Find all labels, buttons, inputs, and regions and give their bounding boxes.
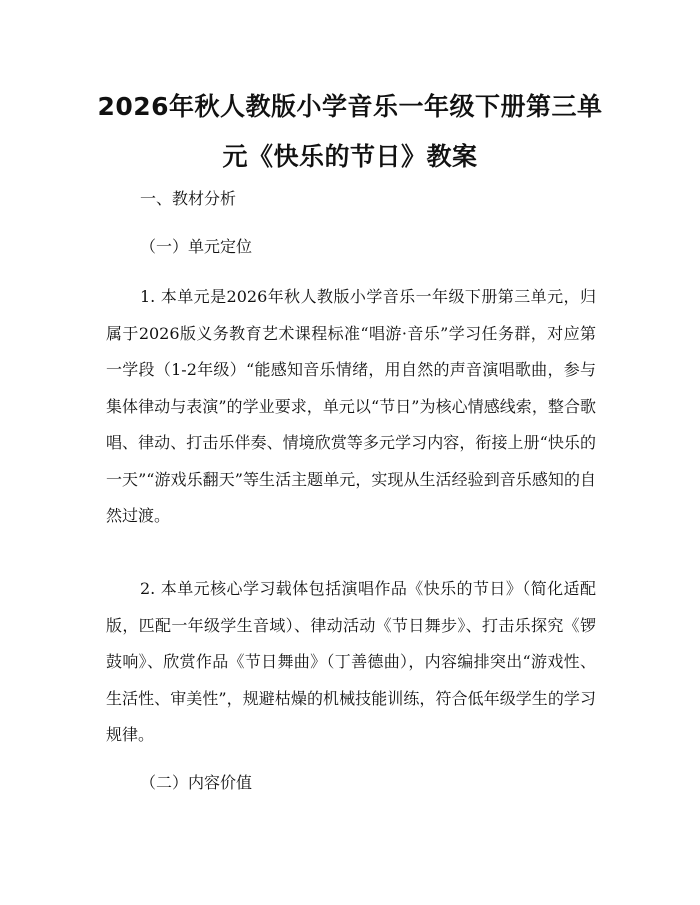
subsection-heading-unit-positioning: （一）单元定位 bbox=[140, 237, 253, 256]
paragraph-unit-positioning-2: 2. 本单元核心学习载体包括演唱作品《快乐的节日》（简化适配版，匹配一年级学生音域）、律动活动《节日舞步》、打击乐探究《锣鼓响》、欣赏作品《节日舞曲》（丁善德曲），内容编排突出“游戏性、生活性、审美性”，规避枯燥的机械技能训练，符合低年级学生的学习规律。 bbox=[106, 579, 596, 744]
subsection-heading-content-value: （二）内容价值 bbox=[140, 773, 253, 792]
paragraph-unit-positioning-1: 1. 本单元是2026年秋人教版小学音乐一年级下册第三单元，归属于2026版义务教育艺术课程标准“唱游·音乐”学习任务群，对应第一学段（1-2年级）“能感知音乐情绪，用自然的声音演唱歌曲，参与集体律动与表演”的学业要求，单元以“节日”为核心情感线索，整合歌唱、律动、打击乐伴奏、情境欣赏等多元学习内容，衔接上册“快乐的一天”“游戏乐翻天”等生活主题单元，实现从生活经验到音乐感知的自然过渡。 bbox=[106, 287, 596, 525]
section-heading-teaching-material-analysis: 一、教材分析 bbox=[140, 189, 237, 208]
document-title: 2026年秋人教版小学音乐一年级下册第三单元《快乐的节日》教案 bbox=[97, 92, 603, 171]
